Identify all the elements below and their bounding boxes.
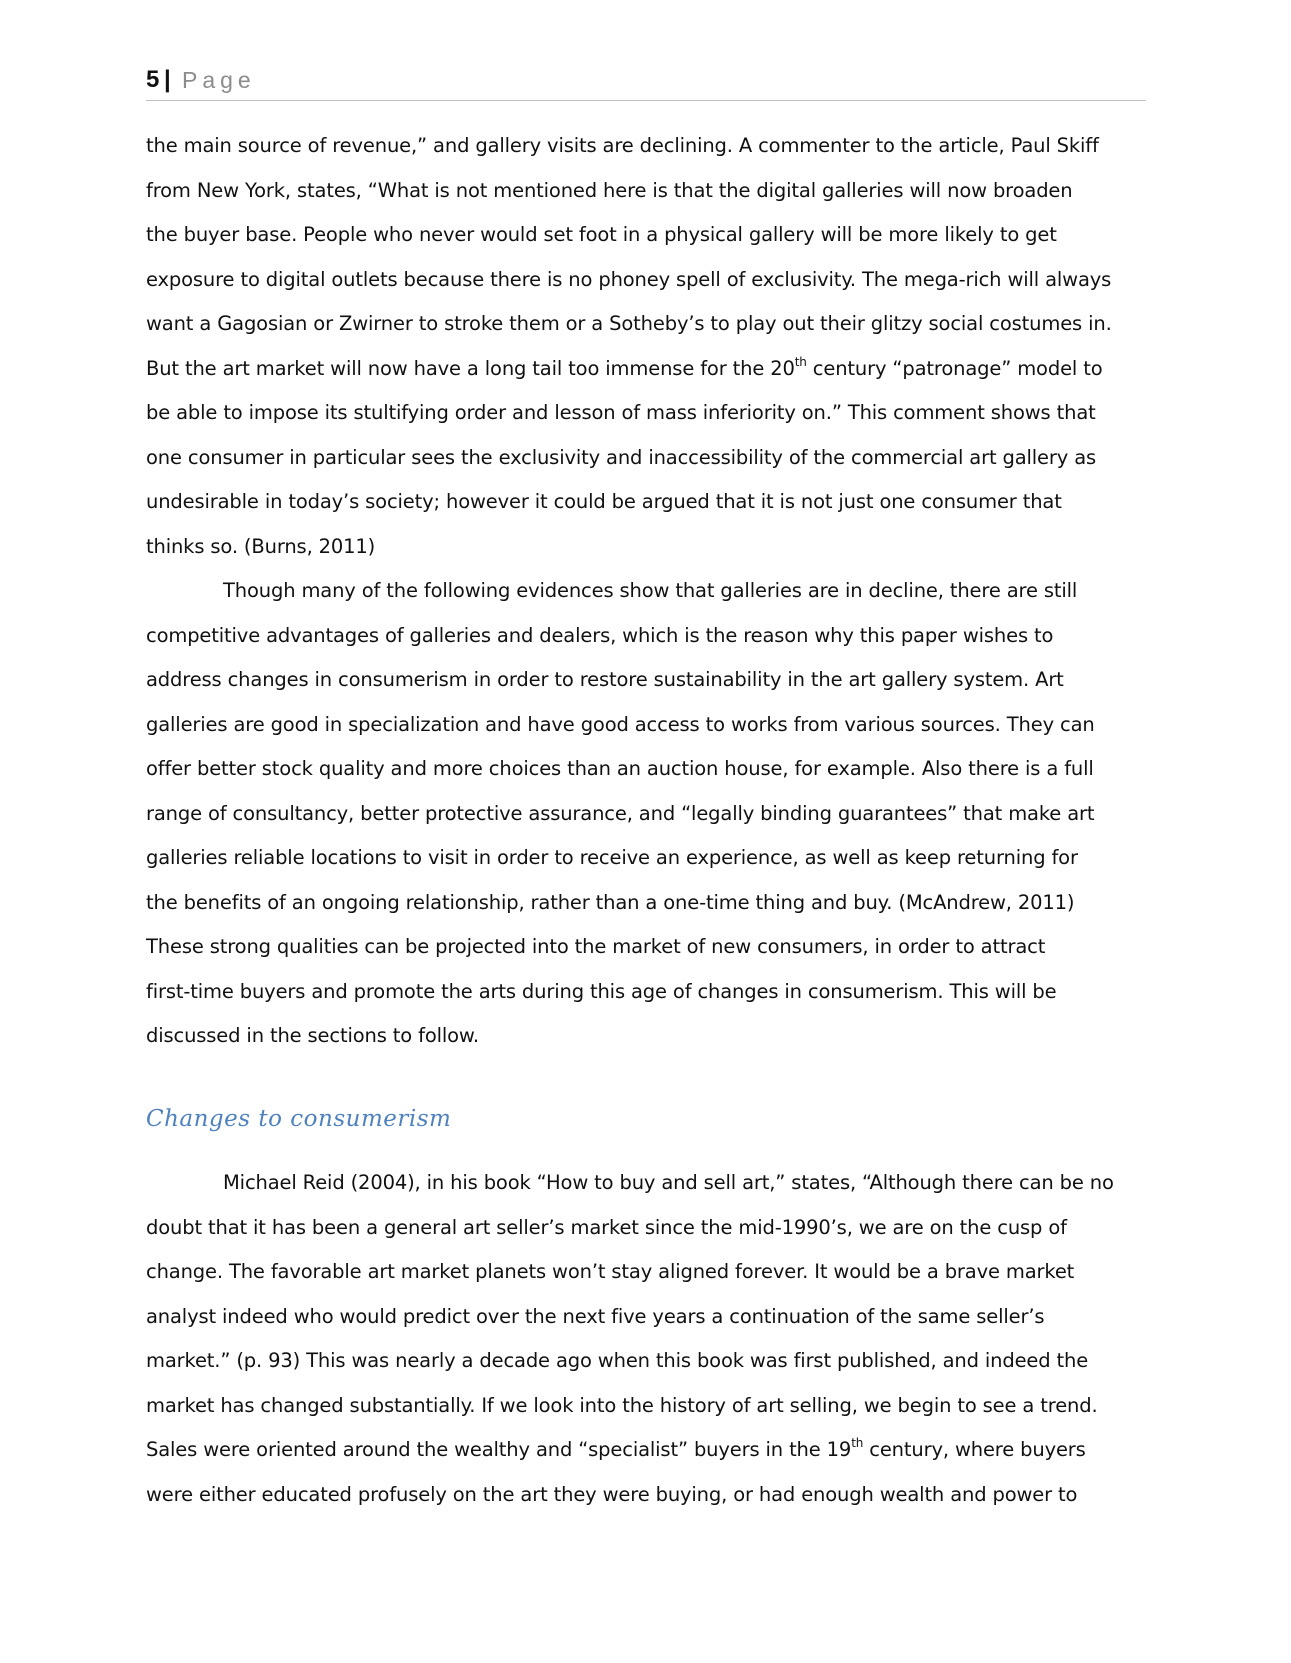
text-line: market has changed substantially. If we look into the history of art selling, we begin to see a trend. bbox=[146, 1393, 1098, 1417]
text-line: the main source of revenue,” and gallery visits are declining. A commenter to the article, Paul Skiff bbox=[146, 134, 1099, 157]
text-line: market.” (p. 93) This was nearly a decade ago when this book was first published, and indeed the bbox=[146, 1349, 1089, 1372]
text-line: want a Gagosian or Zwirner to stroke them or a Sotheby’s to play out their glitzy social costumes in. bbox=[146, 312, 1112, 335]
page-number: 5 bbox=[146, 66, 160, 93]
section-consumerism-text bbox=[146, 1161, 1148, 1517]
text-line: offer better stock quality and more choices than an auction house, for example. Also there is a full bbox=[146, 757, 1094, 780]
text-line: analyst indeed who would predict over the next five years a continuation of the same seller’s bbox=[146, 1304, 1045, 1328]
text-line: Though many of the following evidences show that galleries are in decline, there are still bbox=[223, 579, 1078, 602]
text-line: the benefits of an ongoing relationship, rather than a one-time thing and buy. (McAndrew, 2011) bbox=[146, 890, 1075, 914]
text-line: galleries reliable locations to visit in order to receive an experience, as well as keep returning for bbox=[146, 846, 1078, 869]
paragraph-commenter bbox=[146, 124, 1148, 569]
text-line: exposure to digital outlets because there is no phoney spell of exclusivity. The mega-rich will always bbox=[146, 267, 1112, 291]
text-line: competitive advantages of galleries and dealers, which is the reason why this paper wishes to bbox=[146, 623, 1054, 647]
paragraph-michael-reid bbox=[146, 1161, 1148, 1517]
text-line: from New York, states, “What is not mentioned here is that the digital galleries will now broaden bbox=[146, 178, 1073, 202]
text-line: change. The favorable art market planets won’t stay aligned forever. It would be a brave market bbox=[146, 1260, 1075, 1283]
text-line: These strong qualities can be projected into the market of new consumers, in order to attract bbox=[146, 935, 1046, 958]
text-line: undesirable in today’s society; however it could be argued that it is not just one consumer that bbox=[146, 490, 1062, 513]
text-line: one consumer in particular sees the exclusivity and inaccessibility of the commercial art gallery as bbox=[146, 445, 1097, 469]
text-line: the buyer base. People who never would set foot in a physical gallery will be more likely to get bbox=[146, 223, 1057, 246]
text-line: first-time buyers and promote the arts during this age of changes in consumerism. This will be bbox=[146, 979, 1057, 1003]
text-line: doubt that it has been a general art seller’s market since the mid-1990’s, we are on the cusp of bbox=[146, 1215, 1067, 1239]
text-line: range of consultancy, better protective assurance, and “legally binding guarantees” that make art bbox=[146, 801, 1095, 825]
text-line: be able to impose its stultifying order and lesson of mass inferiority on.” This comment shows that bbox=[146, 401, 1096, 424]
text-line bbox=[146, 347, 1148, 392]
section-heading: Changes to consumerism bbox=[146, 1106, 452, 1132]
text-fragment: century, where buyers bbox=[863, 1438, 1086, 1461]
superscript: th bbox=[794, 354, 807, 369]
text-line: were either educated profusely on the art they were buying, or had enough wealth and power to bbox=[146, 1482, 1078, 1506]
text-line: address changes in consumerism in order to restore sustainability in the art gallery system. Art bbox=[146, 668, 1064, 691]
page-number-separator: | bbox=[164, 66, 171, 93]
page-header bbox=[146, 64, 1146, 101]
text-fragment: century “patronage” model to bbox=[806, 356, 1103, 380]
text-line: galleries are good in specialization and have good access to works from various sources. They can bbox=[146, 712, 1095, 736]
text-line bbox=[146, 1428, 1148, 1473]
section-intro-text bbox=[146, 124, 1148, 1059]
paragraph-competitive-advantages bbox=[146, 569, 1148, 1059]
page-label: Page bbox=[182, 67, 256, 93]
superscript: th bbox=[851, 1436, 864, 1450]
text-line: discussed in the sections to follow. bbox=[146, 1024, 479, 1047]
text-fragment: Sales were oriented around the wealthy and “specialist” buyers in the 19 bbox=[146, 1438, 852, 1461]
text-line: Michael Reid (2004), in his book “How to buy and sell art,” states, “Although there can be no bbox=[223, 1171, 1114, 1194]
text-line: thinks so. (Burns, 2011) bbox=[146, 534, 376, 558]
text-fragment: But the art market will now have a long tail too immense for the 20 bbox=[146, 356, 795, 380]
